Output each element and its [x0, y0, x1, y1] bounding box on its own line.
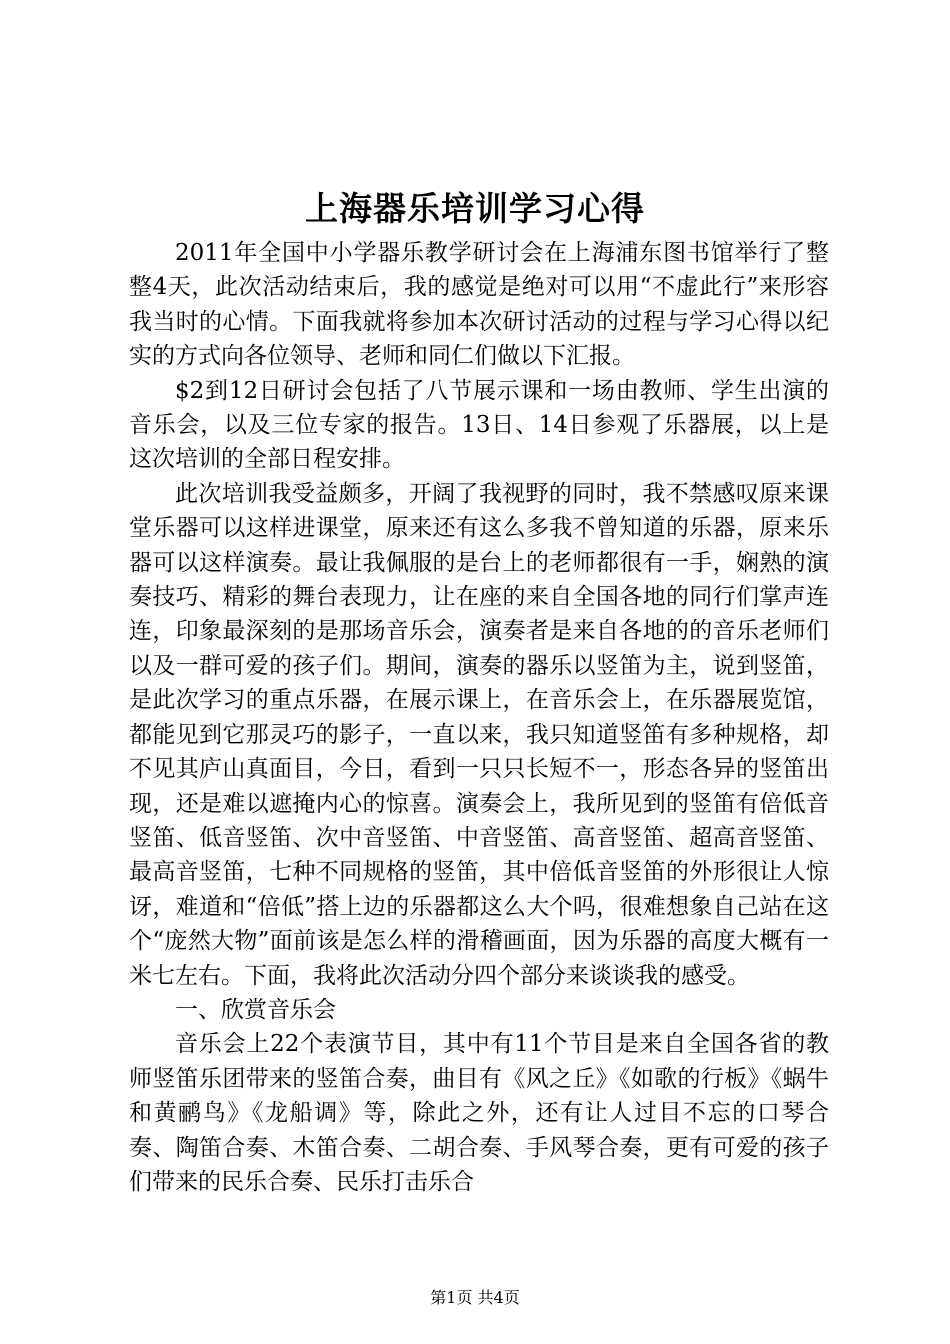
- paragraph-intro: 2011年全国中小学器乐教学研讨会在上海浦东图书馆举行了整整4天，此次活动结束后，我的感觉是绝对可以用“不虚此行”来形容我当时的心情。下面我就将参加本次研讨活动的过程与学习心得以纪实的方式向各位领导、老师和同仁们做以下汇报。: [129, 240, 829, 370]
- document-body: [129, 236, 829, 1199]
- section-heading: 一、欣赏音乐会: [175, 996, 336, 1023]
- paragraph-impressions: 此次培训我受益颇多，开阔了我视野的同时，我不禁感叹原来课堂乐器可以这样进课堂，原来还有这么多我不曾知道的乐器，原来乐器可以这样演奏。最让我佩服的是台上的老师都很有一手，娴熟的演奏技巧、精彩的舞台表现力，让在座的来自全国各地的同行们掌声连连，印象最深刻的是那场音乐会，演奏者是来自各地的的音乐老师们以及一群可爱的孩子们。期间，演奏的器乐以竖笛为主，说到竖笛，是此次学习的重点乐器，在展示课上，在音乐会上，在乐器展览馆，都能见到它那灵巧的影子，一直以来，我只知道竖笛有多种规格，却不见其庐山真面目，今日，看到一只只长短不一，形态各异的竖笛出现，还是难以遮掩内心的惊喜。演奏会上，我所见到的竖笛有倍低音竖笛、低音竖笛、次中音竖笛、中音竖笛、高音竖笛、超高音竖笛、最高音竖笛，七种不同规格的竖笛，其中倍低音竖笛的外形很让人惊讶，难道和“倍低”搭上边的乐器都这么大个吗，很难想象自己站在这个“庞然大物”面前该是怎么样的滑稽画面，因为乐器的高度大概有一米七左右。下面，我将此次活动分四个部分来谈谈我的感受。: [129, 480, 829, 989]
- paragraph-concert: 音乐会上22个表演节目，其中有11个节目是来自全国各省的教师竖笛乐团带来的竖笛合奏，曲目有《风之丘》《如歌的行板》《蜗牛和黄鹂鸟》《龙船调》等，除此之外，还有让人过目不忘的口琴合奏、陶笛合奏、木笛合奏、二胡合奏、手风琴合奏，更有可爱的孩子们带来的民乐合奏、民乐打击乐合: [129, 1031, 829, 1195]
- page-footer: 第1页 共4页: [430, 1288, 520, 1307]
- document-title: 上海器乐培训学习心得: [305, 189, 645, 228]
- paragraph-schedule: $2到12日研讨会包括了八节展示课和一场由教师、学生出演的音乐会，以及三位专家的报告。13日、14日参观了乐器展，以上是这次培训的全部日程安排。: [129, 377, 829, 473]
